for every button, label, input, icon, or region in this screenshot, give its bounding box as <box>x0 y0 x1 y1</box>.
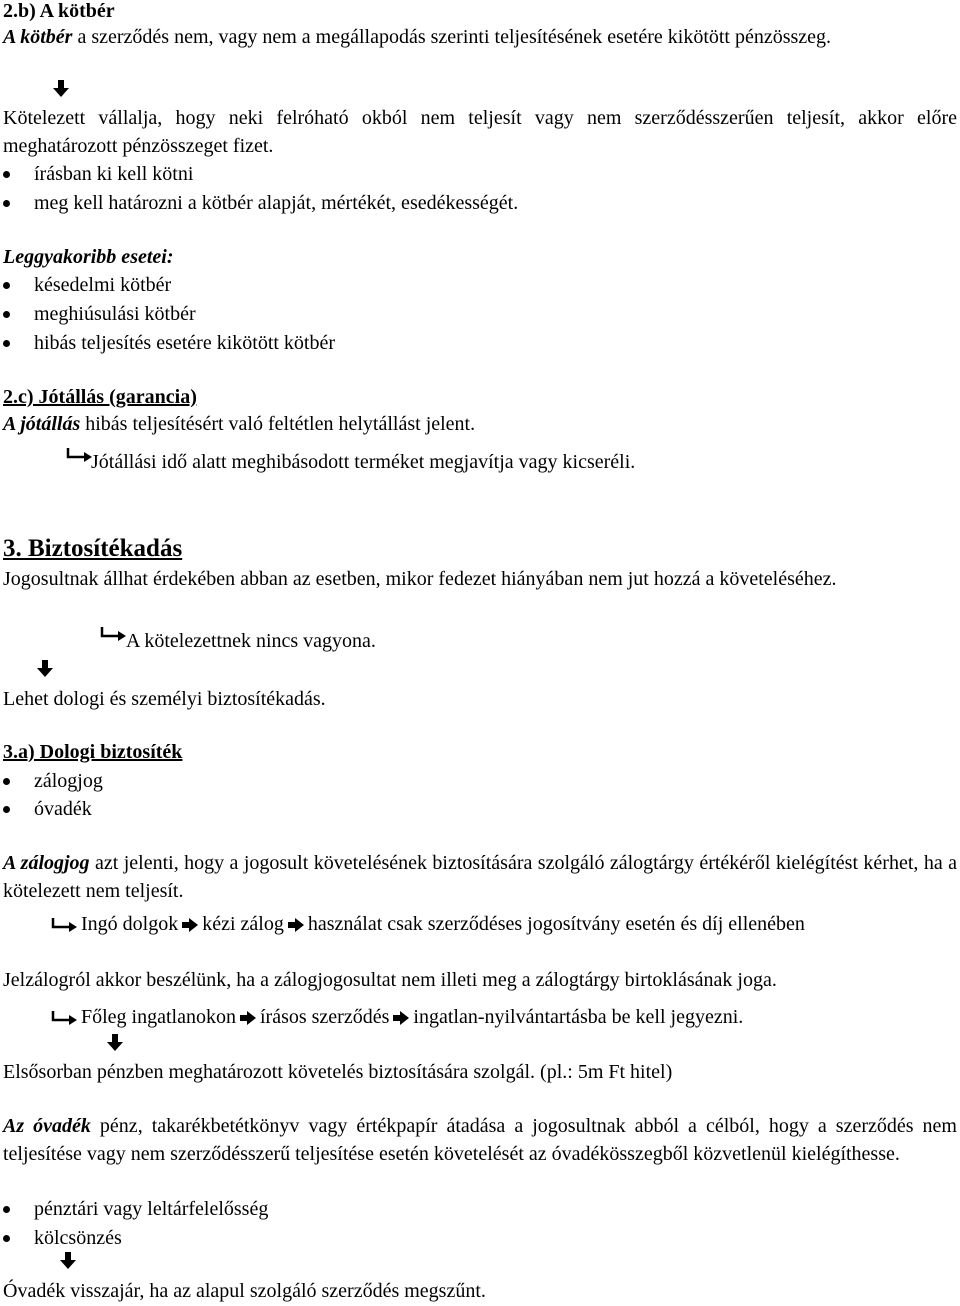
arrow-down-icon <box>107 1034 123 1052</box>
subheading-common-cases: Leggyakoribb esetei: <box>3 246 174 268</box>
arrow-right-icon <box>393 1005 409 1033</box>
arrow-down-icon <box>37 660 53 678</box>
chain-ingatlan: Főleg ingatlanokon írásos szerződés ingatlan-nyilvántartásba be kell jegyezni. <box>51 1003 743 1033</box>
arrow-right-icon <box>288 912 304 940</box>
explanation-kotber: Kötelezett vállalja, hogy neki felróható okból nem teljesít vagy nem szerződésszerűen teljesít, akkor előre meghatározott pénzösszeget fizet. <box>3 107 957 157</box>
arrow-right-icon <box>182 912 198 940</box>
arrow-right-icon <box>240 1005 256 1033</box>
section-heading-3: 3. Biztosítékadás <box>3 535 183 562</box>
bullet-icon <box>3 311 10 318</box>
section-heading-3a: 3.a) Dologi biztosíték <box>3 741 183 763</box>
bullet-icon <box>3 340 10 347</box>
definition-kotber-text: a szerződés nem, vagy nem a megállapodás szerinti teljesítésének esetére kikötött pénzösszeg. <box>72 26 832 48</box>
bullet-icon <box>3 778 10 785</box>
section-heading-2b: 2.b) A kötbér <box>3 0 115 22</box>
definition-ovadek: Az óvadék pénz, takarékbetétkönyv vagy értékpapír átadása a jogosultnak abból a célból, hogy a szerződés nem teljesítése vagy nem szerződésszerű teljesítése esetén követelését az óvadékösszegből közvetlenül kielégíthesse. <box>3 1115 957 1165</box>
term-ovadek: Az óvadék <box>3 1115 91 1137</box>
biztositek-arrow-text: A kötelezettnek nincs vagyona. <box>126 630 376 652</box>
elsosorban-text: Elsősorban pénzben meghatározott követelés biztosítására szolgál. (pl.: 5m Ft hitel) <box>3 1061 673 1083</box>
arrow-return-icon <box>51 1005 77 1033</box>
arrow-return-icon <box>66 448 92 462</box>
term-jotallas: A jótállás <box>3 413 81 435</box>
bullet-icon <box>3 1235 10 1242</box>
section-heading-2c: 2.c) Jótállás (garancia) <box>3 386 197 408</box>
definition-zalogjog: A zálogjog azt jelenti, hogy a jogosult követelésének biztosítására szolgáló zálogtárgy értékéről kielégítést kérhet, ha a kötelezett nem teljesít. <box>3 852 957 902</box>
jelzalog-text: Jelzálogról akkor beszélünk, ha a zálogjogosultat nem illeti meg a zálogtárgy birtoklásának joga. <box>3 969 777 991</box>
definition-jotallas: A jótállás hibás teljesítésért való feltétlen helytállást jelent. <box>3 413 476 435</box>
term-zalogjog: A zálogjog <box>3 852 90 874</box>
bullet-icon <box>3 200 10 207</box>
arrow-return-icon <box>51 912 77 940</box>
bullet-icon <box>3 806 10 813</box>
bullet-icon <box>3 282 10 289</box>
term-kotber: A kötbér <box>3 26 73 48</box>
intro-biztositek: Jogosultnak állhat érdekében abban az esetben, mikor fedezet hiányában nem jut hozzá a követeléséhez. <box>3 568 837 590</box>
chain-ingo-dolgok: Ingó dolgok kézi zálog használat csak szerződéses jogosítvány esetén és díj ellenében <box>51 910 805 940</box>
definition-kotber <box>3 23 957 51</box>
jotallas-arrow-text: Jótállási idő alatt meghibásodott terméket megjavítja vagy kicseréli. <box>91 451 636 473</box>
biztositek-conclusion: Lehet dologi és személyi biztosítékadás. <box>3 688 326 710</box>
bullet-icon <box>3 171 10 178</box>
arrow-return-icon <box>100 627 126 641</box>
bullet-icon <box>3 1206 10 1213</box>
ovadek-final-text: Óvadék visszajár, ha az alapul szolgáló szerződés megszűnt. <box>3 1280 486 1302</box>
arrow-down-icon <box>60 1252 76 1270</box>
arrow-down-icon <box>53 80 69 98</box>
